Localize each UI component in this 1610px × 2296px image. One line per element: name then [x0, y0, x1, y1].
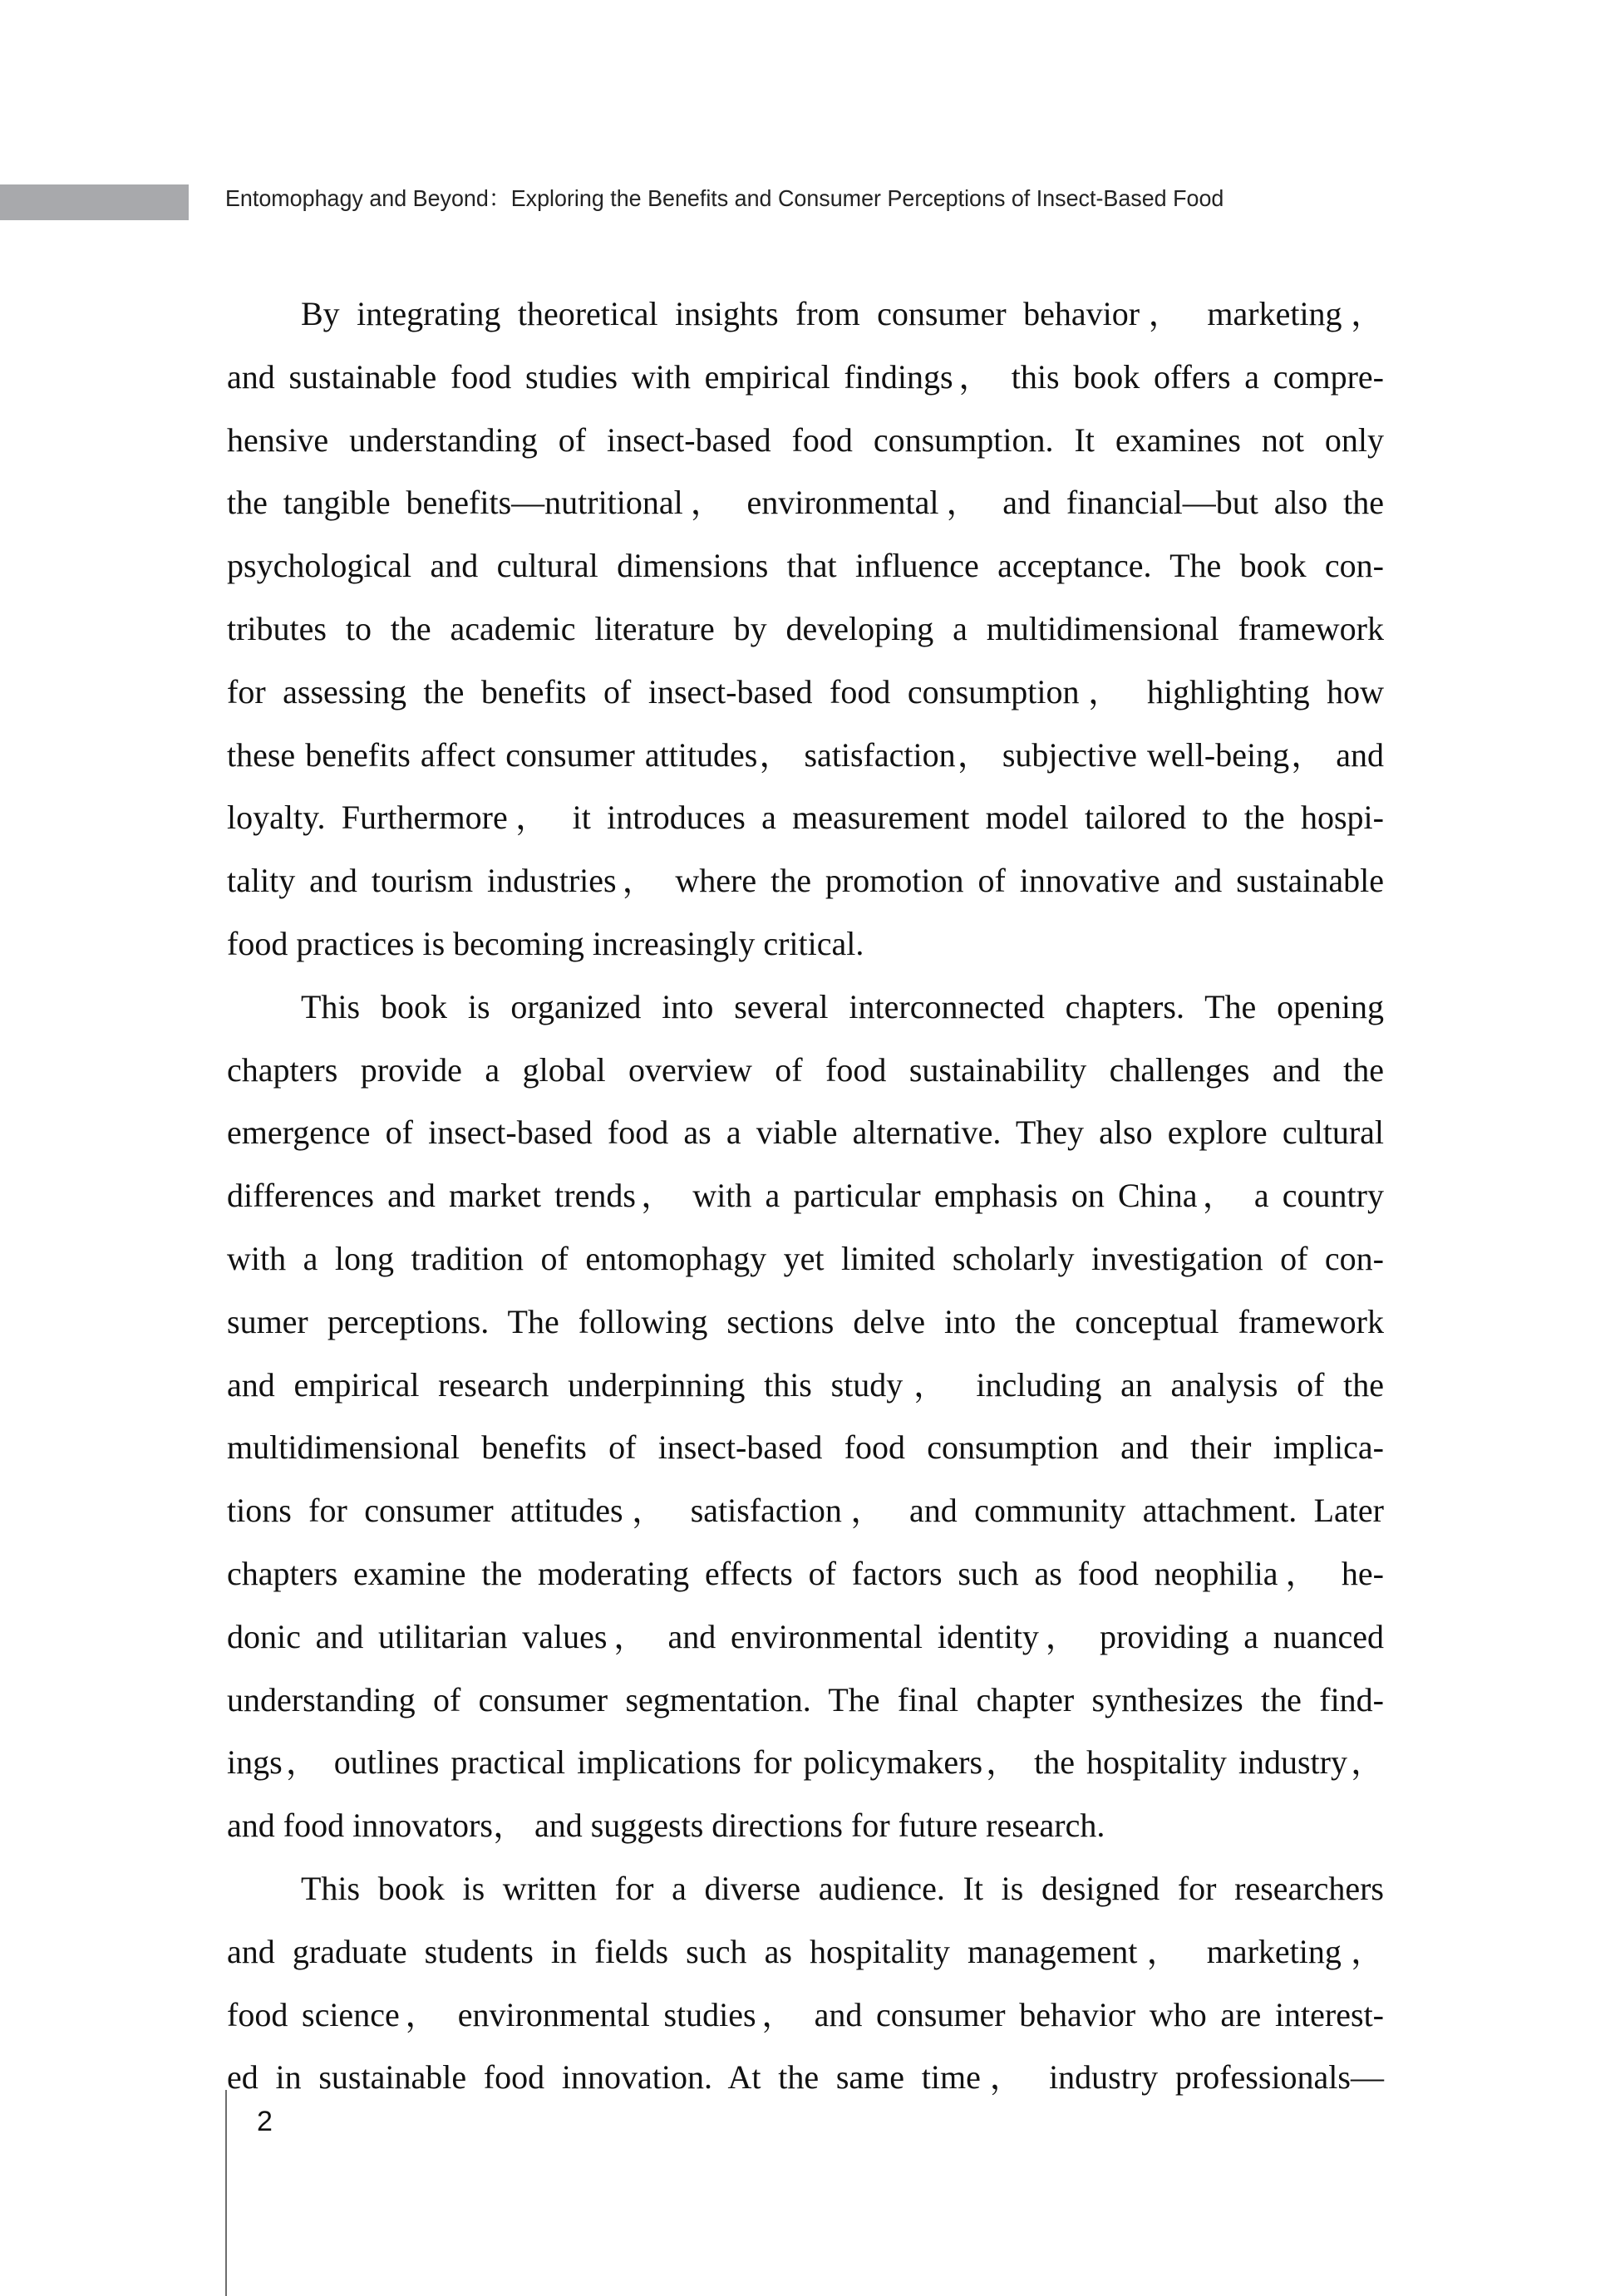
text-line: and sustainable food studies with empirical findings， this book offers a compre-	[227, 357, 1384, 396]
text-line: emergence of insect-based food as a viable alternative. They also explore cultural	[227, 1114, 1384, 1152]
text-line: with a long tradition of entomophagy yet limited scholarly investigation of con-	[227, 1239, 1384, 1277]
text-line: these benefits affect consumer attitudes， satisfaction， subjective well-being， and	[227, 735, 1384, 774]
text-line: By integrating theoretical insights from consumer behavior， marketing，	[301, 295, 1384, 332]
text-line: differences and market trends， with a particular emphasis on China， a country	[227, 1177, 1384, 1215]
page-number: 2	[257, 2106, 273, 2137]
text-line: psychological and cultural dimensions that influence acceptance. The book con-	[227, 547, 1384, 585]
footer-margin-rule	[225, 2090, 227, 2296]
paragraph-2	[227, 976, 1384, 1857]
text-line: food practices is becoming increasingly critical.	[227, 924, 864, 962]
text-line: This book is organized into several interconnected chapters. The opening	[301, 987, 1384, 1025]
running-head-bar	[0, 184, 189, 220]
text-line: This book is written for a diverse audience. It is designed for researchers	[301, 1869, 1384, 1907]
text-line: tributes to the academic literature by developing a multidimensional framework	[227, 609, 1384, 647]
text-line: hensive understanding of insect-based food consumption. It examines not only	[227, 420, 1384, 459]
text-line: ings， outlines practical implications for policymakers， the hospitality industry，	[227, 1743, 1384, 1782]
body-text	[227, 283, 1384, 2109]
text-line: understanding of consumer segmentation. The final chapter synthesizes the find-	[227, 1680, 1384, 1718]
text-line: and empirical research underpinning this study， including an analysis of the	[227, 1365, 1384, 1404]
text-line: donic and utilitarian values， and environmental identity， providing a nuanced	[227, 1617, 1384, 1655]
text-line: the tangible benefits—nutritional， environmental， and financial—but also the	[227, 484, 1384, 522]
text-line: and food innovators， and suggests directions for future research.	[227, 1807, 1105, 1845]
paragraph-3	[227, 1857, 1384, 2109]
text-line: for assessing the benefits of insect-based food consumption， highlighting how	[227, 672, 1384, 710]
text-line: sumer perceptions. The following sections delve into the conceptual framework	[227, 1302, 1384, 1340]
text-line: food science， environmental studies， and consumer behavior who are interest-	[227, 1995, 1384, 2033]
text-line: multidimensional benefits of insect-based food consumption and their implica-	[227, 1428, 1384, 1467]
text-line: and graduate students in fields such as hospitality management， marketing，	[227, 1932, 1384, 1970]
text-line: chapters examine the moderating effects of factors such as food neophilia， he-	[227, 1554, 1384, 1592]
text-line: chapters provide a global overview of food sustainability challenges and the	[227, 1050, 1384, 1089]
paragraph-1	[227, 283, 1384, 976]
text-line: tions for consumer attitudes， satisfaction， and community attachment. Later	[227, 1492, 1384, 1530]
text-line: tality and tourism industries， where the promotion of innovative and sustainable	[227, 862, 1384, 900]
running-head-title: Entomophagy and Beyond：Exploring the Benefits and Consumer Perceptions of Insect-Based Food	[225, 185, 1224, 211]
text-line: loyalty. Furthermore， it introduces a measurement model tailored to the hospi-	[227, 799, 1384, 837]
text-line: ed in sustainable food innovation. At the same time， industry professionals—	[227, 2058, 1384, 2097]
